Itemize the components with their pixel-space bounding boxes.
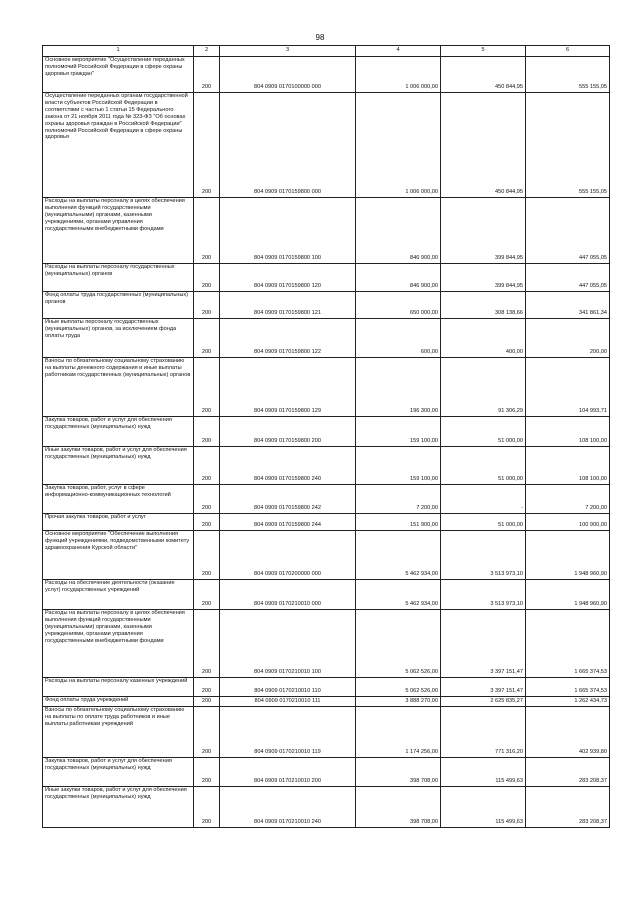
row-rz: 200	[194, 610, 220, 678]
row-code: 804 0909 0170210010 200	[220, 758, 356, 787]
row-value-4: 1 174 256,00	[356, 707, 441, 758]
row-value-6: 1 948 960,90	[526, 580, 610, 610]
row-code: 804 0909 0170159800 121	[220, 292, 356, 319]
row-value-6: 402 939,80	[526, 707, 610, 758]
row-value-5: 115 499,63	[441, 787, 526, 828]
row-value-4: 159 100,00	[356, 447, 441, 485]
row-name: Иные выплаты персоналу государственных (муниципальных) органов, за исключением фонда оплаты труда	[43, 319, 194, 358]
row-value-5: 3 513 973,10	[441, 531, 526, 580]
row-rz: 200	[194, 707, 220, 758]
budget-table	[42, 45, 610, 828]
row-name: Иные закупки товаров, работ и услуг для обеспечения государственных (муниципальных) нужд	[43, 787, 194, 828]
row-value-6: 555 155,05	[526, 93, 610, 198]
header-cell: 3	[220, 46, 356, 57]
row-value-5: 115 499,63	[441, 758, 526, 787]
row-rz: 200	[194, 358, 220, 417]
table-row	[43, 417, 610, 447]
row-value-5: 771 316,20	[441, 707, 526, 758]
row-rz: 200	[194, 531, 220, 580]
header-cell: 5	[441, 46, 526, 57]
row-code: 804 0909 0170159800 100	[220, 198, 356, 264]
row-value-6: 283 208,37	[526, 758, 610, 787]
row-value-5: 399 844,95	[441, 198, 526, 264]
row-name: Расходы на выплаты персоналу государственных (муниципальных) органов	[43, 264, 194, 292]
row-value-4: 151 900,00	[356, 514, 441, 531]
row-value-4: 5 062 526,00	[356, 610, 441, 678]
row-value-5: 3 513 973,10	[441, 580, 526, 610]
row-rz: 200	[194, 417, 220, 447]
row-code: 804 0909 0170210010 119	[220, 707, 356, 758]
row-code: 804 0909 0170159800 129	[220, 358, 356, 417]
row-value-4: 650 000,00	[356, 292, 441, 319]
page-number: 98	[315, 33, 325, 42]
row-value-4: 600,00	[356, 319, 441, 358]
row-value-4: 196 300,00	[356, 358, 441, 417]
row-code: 804 0909 0170100000 000	[220, 57, 356, 93]
row-value-6: 200,00	[526, 319, 610, 358]
row-rz: 200	[194, 514, 220, 531]
row-name: Фонд оплаты труда учреждений	[43, 697, 194, 707]
header-cell: 2	[194, 46, 220, 57]
row-name: Прочая закупка товаров, работ и услуг	[43, 514, 194, 531]
row-value-4: 846 900,00	[356, 264, 441, 292]
row-value-6: 555 155,05	[526, 57, 610, 93]
row-code: 804 0909 0170210010 000	[220, 580, 356, 610]
row-value-4: 398 708,00	[356, 758, 441, 787]
row-rz: 200	[194, 319, 220, 358]
row-value-6: 100 900,00	[526, 514, 610, 531]
table-row	[43, 697, 610, 707]
table-row	[43, 610, 610, 678]
row-value-4: 3 888 270,00	[356, 697, 441, 707]
row-name: Закупка товаров, работ и услуг для обеспечения государственных (муниципальных) нужд	[43, 417, 194, 447]
row-code: 804 0909 0170159800 122	[220, 319, 356, 358]
row-value-6: 108 100,00	[526, 417, 610, 447]
row-value-6: 1 665 374,53	[526, 678, 610, 697]
row-value-5: 308 138,66	[441, 292, 526, 319]
row-code: 804 0909 0170159800 240	[220, 447, 356, 485]
table-row	[43, 758, 610, 787]
table-row	[43, 292, 610, 319]
table-header-row	[43, 46, 610, 57]
row-code: 804 0909 0170210010 100	[220, 610, 356, 678]
row-code: 804 0909 0170210010 110	[220, 678, 356, 697]
row-value-4: 5 462 934,00	[356, 580, 441, 610]
row-value-5: 91 306,29	[441, 358, 526, 417]
row-name: Взносы по обязательному социальному страхованию на выплаты по оплате труда работников и иные выплаты работникам учреждений	[43, 707, 194, 758]
table-row	[43, 198, 610, 264]
table-row	[43, 57, 610, 93]
row-name: Расходы на выплаты персоналу казенных учреждений	[43, 678, 194, 697]
row-value-6: 1 262 434,73	[526, 697, 610, 707]
row-name: Расходы на выплаты персоналу в целях обеспечения выполнения функций государственными (муниципальными) органами, казенными учреждениями, органами управления государственными внебюджетными фондами	[43, 198, 194, 264]
row-value-5: 399 844,95	[441, 264, 526, 292]
table-row	[43, 447, 610, 485]
row-value-6: 447 055,05	[526, 198, 610, 264]
row-value-6: 447 055,05	[526, 264, 610, 292]
row-name: Взносы по обязательному социальному страхованию на выплаты денежного содержания и иные выплаты работникам государственных (муниципальных) органов	[43, 358, 194, 417]
table-row	[43, 358, 610, 417]
row-value-5: 51 000,00	[441, 417, 526, 447]
row-value-5: 400,00	[441, 319, 526, 358]
row-rz: 200	[194, 758, 220, 787]
row-value-6: 1 665 374,53	[526, 610, 610, 678]
table-row	[43, 580, 610, 610]
row-value-5: 51 000,00	[441, 514, 526, 531]
row-rz: 200	[194, 678, 220, 697]
row-name: Расходы на выплаты персоналу в целях обеспечения выполнения функций государственными (муниципальными) органами, казенными учреждениями, органами управления государственными внебюджетными фондами	[43, 610, 194, 678]
row-value-6: 7 200,00	[526, 485, 610, 514]
table-row	[43, 93, 610, 198]
row-value-4: 5 062 526,00	[356, 678, 441, 697]
row-rz: 200	[194, 57, 220, 93]
row-name: Расходы на обеспечение деятельности (оказание услуг) государственных учреждений	[43, 580, 194, 610]
table-row	[43, 678, 610, 697]
row-value-4: 846 900,00	[356, 198, 441, 264]
row-value-4: 1 006 000,00	[356, 57, 441, 93]
row-value-5: 3 397 151,47	[441, 610, 526, 678]
table-row	[43, 264, 610, 292]
row-value-5: -	[441, 485, 526, 514]
row-value-4: 5 462 934,00	[356, 531, 441, 580]
row-value-4: 159 100,00	[356, 417, 441, 447]
row-name: Фонд оплаты труда государственных (муниципальных) органов	[43, 292, 194, 319]
table-row	[43, 787, 610, 828]
row-value-4: 1 006 000,00	[356, 93, 441, 198]
row-code: 804 0909 0170210010 240	[220, 787, 356, 828]
row-rz: 200	[194, 580, 220, 610]
row-value-6: 283 208,37	[526, 787, 610, 828]
row-value-5: 450 844,95	[441, 93, 526, 198]
row-rz: 200	[194, 447, 220, 485]
row-value-6: 1 948 960,90	[526, 531, 610, 580]
table-row	[43, 319, 610, 358]
row-value-5: 450 844,95	[441, 57, 526, 93]
row-value-4: 398 708,00	[356, 787, 441, 828]
row-code: 804 0909 0170159800 200	[220, 417, 356, 447]
row-value-6: 341 861,34	[526, 292, 610, 319]
row-rz: 200	[194, 787, 220, 828]
row-rz: 200	[194, 697, 220, 707]
row-value-6: 104 993,71	[526, 358, 610, 417]
table-row	[43, 707, 610, 758]
row-rz: 200	[194, 198, 220, 264]
row-rz: 200	[194, 93, 220, 198]
row-code: 804 0909 0170159800 000	[220, 93, 356, 198]
header-cell: 4	[356, 46, 441, 57]
header-cell: 1	[43, 46, 194, 57]
row-rz: 200	[194, 264, 220, 292]
table-row	[43, 531, 610, 580]
row-value-4: 7 200,00	[356, 485, 441, 514]
row-value-5: 2 625 835,27	[441, 697, 526, 707]
row-value-5: 51 000,00	[441, 447, 526, 485]
row-code: 804 0909 0170200000 000	[220, 531, 356, 580]
row-code: 804 0909 0170159800 242	[220, 485, 356, 514]
row-rz: 200	[194, 292, 220, 319]
row-code: 804 0909 0170159800 120	[220, 264, 356, 292]
row-name: Закупка товаров, работ и услуг для обеспечения государственных (муниципальных) нужд	[43, 758, 194, 787]
row-rz: 200	[194, 485, 220, 514]
row-name: Основное мероприятие "Обеспечение выполнения функций учреждениями, подведомственными комитету здравоохранения Курской области"	[43, 531, 194, 580]
row-code: 804 0909 0170210010 111	[220, 697, 356, 707]
header-cell: 6	[526, 46, 610, 57]
table-row	[43, 485, 610, 514]
row-name: Закупка товаров, работ, услуг в сфере информационно-коммуникационных технологий	[43, 485, 194, 514]
row-name: Осуществление переданных органам государственной власти субъектов Российской Федерации в соответствии с частью 1 статьи 15 Федерального закона от 21 ноября 2011 года № 323-ФЗ "Об основах охраны здоровья граждан в Российской Федерации" полномочий Российской Федерации в сфере охраны здоровья	[43, 93, 194, 198]
row-name: Иные закупки товаров, работ и услуг для обеспечения государственных (муниципальных) нужд	[43, 447, 194, 485]
row-value-5: 3 397 151,47	[441, 678, 526, 697]
row-name: Основное мероприятие "Осуществление переданных полномочий Российской Федерации в сфере охраны здоровья граждан"	[43, 57, 194, 93]
table-row	[43, 514, 610, 531]
row-value-6: 108 100,00	[526, 447, 610, 485]
row-code: 804 0909 0170159800 244	[220, 514, 356, 531]
